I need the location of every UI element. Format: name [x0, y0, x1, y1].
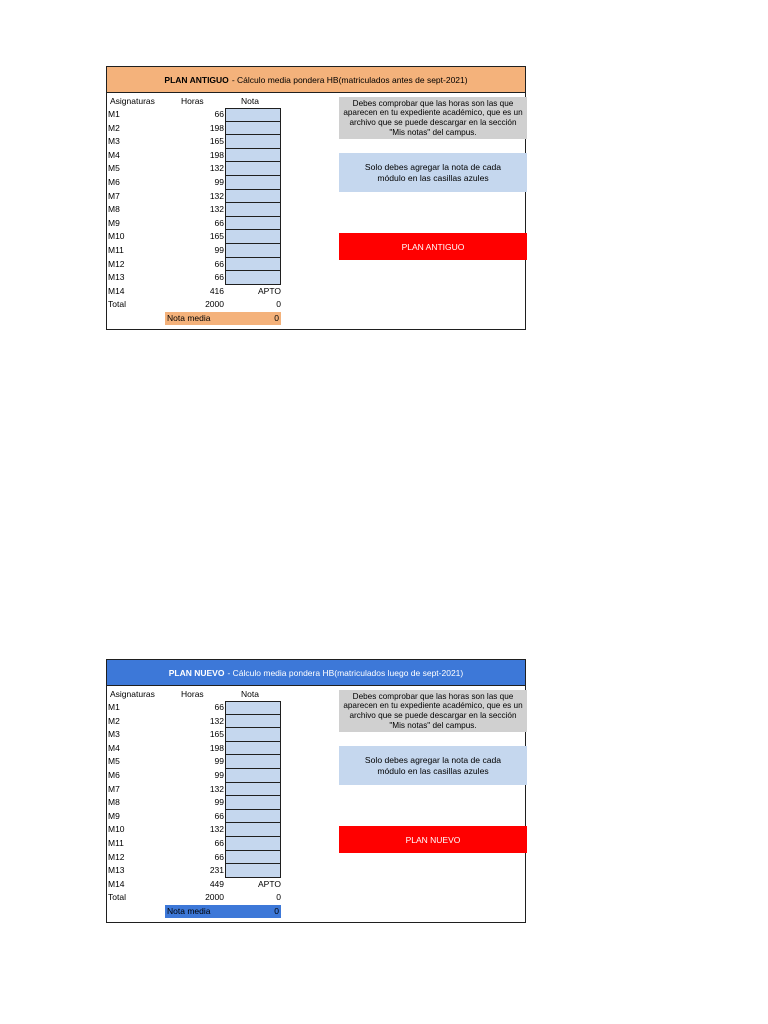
nota-input-cell[interactable] [225, 823, 281, 837]
nota-input-cell[interactable] [225, 810, 281, 824]
row-hours: 66 [214, 109, 224, 119]
row-hours: 231 [209, 865, 224, 876]
row-hours: 66 [214, 217, 224, 228]
row-label: M5 [108, 163, 120, 174]
col-horas: Horas [181, 689, 204, 699]
nota-input-cell[interactable] [225, 162, 281, 176]
info-blue-cells-note [339, 746, 527, 785]
row-hours: 99 [214, 756, 224, 767]
row-label: M7 [108, 783, 120, 794]
plan-nuevo-panel [106, 659, 526, 923]
nota-input-cell[interactable] [225, 864, 281, 878]
nota-total: 0 [276, 299, 281, 310]
row-label: M13 [108, 865, 125, 876]
row-hours: 66 [214, 272, 224, 283]
row-label: M4 [108, 149, 120, 160]
nota-input-cell[interactable] [225, 108, 281, 122]
nota-input-cell[interactable] [225, 701, 281, 715]
nota-m14: APTO [258, 285, 281, 296]
info-hours-text: Debes comprobar que las horas son las que aparecen en tu expediente académico, que es un archivo que se puede descargar en la sección "Mis notas" del campus. [343, 98, 523, 137]
row-hours: 99 [214, 177, 224, 187]
row-label: M13 [108, 272, 125, 283]
row-label: M10 [108, 824, 125, 835]
plan-header-subtitle: - Cálculo media pondera HB(matriculados luego de sept-2021) [227, 667, 464, 678]
info-hours-text: Debes comprobar que las horas son las que aparecen en tu expediente académico, que es un archivo que se puede descargar en la sección "Mis notas" del campus. [343, 691, 523, 730]
row-hours: 99 [214, 770, 224, 780]
nota-input-cell[interactable] [225, 244, 281, 258]
plan-body [107, 93, 525, 329]
row-hours: 132 [209, 783, 224, 794]
nota-input-cell[interactable] [225, 715, 281, 729]
row-hours: 132 [209, 163, 224, 174]
nota-input-cell[interactable] [225, 783, 281, 797]
nota-media-value: 0 [274, 313, 279, 323]
col-asignaturas: Asignaturas [110, 96, 155, 106]
col-asignaturas: Asignaturas [110, 689, 155, 699]
row-hours: 165 [209, 231, 224, 242]
plan-button-label: PLAN ANTIGUO [401, 241, 465, 252]
row-label-m14: M14 [108, 285, 125, 296]
row-label: M1 [108, 109, 120, 119]
row-hours-m14: 416 [209, 285, 224, 296]
row-label: M2 [108, 122, 120, 133]
row-label: M6 [108, 177, 120, 187]
row-hours: 66 [214, 838, 224, 848]
row-hours: 66 [214, 851, 224, 862]
row-label: M9 [108, 810, 120, 821]
row-label: M11 [108, 245, 124, 255]
row-label: M1 [108, 702, 120, 712]
row-hours: 198 [209, 122, 224, 133]
nota-input-cell[interactable] [225, 271, 281, 285]
row-hours: 198 [209, 742, 224, 753]
nota-input-cell[interactable] [225, 258, 281, 272]
nota-media-cell [165, 312, 281, 325]
plan-header-title: PLAN NUEVO [168, 667, 225, 678]
nota-input-cell[interactable] [225, 149, 281, 163]
row-label: M2 [108, 715, 120, 726]
row-label: M8 [108, 204, 120, 215]
nota-input-cell[interactable] [225, 230, 281, 244]
row-label: M11 [108, 838, 124, 848]
row-hours: 165 [209, 729, 224, 740]
plan-header-subtitle: - Cálculo media pondera HB(matriculados antes de sept-2021) [231, 74, 468, 85]
row-label: M8 [108, 797, 120, 808]
nota-input-cell[interactable] [225, 217, 281, 231]
row-label: M6 [108, 770, 120, 780]
info-blue-cells-text: Solo debes agregar la nota de cada módulo en las casillas azules [364, 162, 502, 183]
nota-input-cell[interactable] [225, 755, 281, 769]
plan-button[interactable] [339, 233, 527, 260]
row-hours: 66 [214, 258, 224, 269]
plan-antiguo-panel [106, 66, 526, 330]
row-hours: 198 [209, 149, 224, 160]
col-nota: Nota [241, 689, 259, 699]
row-label: M9 [108, 217, 120, 228]
nota-input-cell[interactable] [225, 176, 281, 190]
row-label: M3 [108, 136, 120, 147]
row-hours-total: 2000 [205, 299, 224, 310]
row-label: M12 [108, 258, 125, 269]
nota-input-cell[interactable] [225, 135, 281, 149]
nota-input-cell[interactable] [225, 851, 281, 865]
nota-total: 0 [276, 892, 281, 903]
row-label: M3 [108, 729, 120, 740]
nota-input-cell[interactable] [225, 203, 281, 217]
nota-input-cell[interactable] [225, 728, 281, 742]
nota-media-label: Nota media [167, 906, 211, 916]
plan-button-label: PLAN NUEVO [405, 834, 461, 845]
plan-header-title: PLAN ANTIGUO [164, 74, 229, 85]
nota-input-cell[interactable] [225, 796, 281, 810]
nota-input-cell[interactable] [225, 742, 281, 756]
info-blue-cells-note [339, 153, 527, 192]
nota-media-label: Nota media [167, 313, 211, 323]
row-label: M10 [108, 231, 125, 242]
plan-body [107, 686, 525, 922]
row-hours: 66 [214, 810, 224, 821]
row-hours: 66 [214, 702, 224, 712]
row-label: M7 [108, 190, 120, 201]
row-label: M12 [108, 851, 125, 862]
row-label: M5 [108, 756, 120, 767]
col-horas: Horas [181, 96, 204, 106]
row-hours: 132 [209, 824, 224, 835]
nota-media-value: 0 [274, 906, 279, 916]
row-hours: 132 [209, 190, 224, 201]
row-hours: 132 [209, 715, 224, 726]
nota-input-cell[interactable] [225, 769, 281, 783]
nota-input-cell[interactable] [225, 122, 281, 136]
nota-media-cell [165, 905, 281, 918]
row-hours: 99 [214, 245, 224, 255]
info-blue-cells-text: Solo debes agregar la nota de cada módulo en las casillas azules [364, 755, 502, 776]
plan-button[interactable] [339, 826, 527, 853]
row-hours: 165 [209, 136, 224, 147]
plan-header [107, 660, 525, 686]
nota-m14: APTO [258, 878, 281, 889]
row-label: M4 [108, 742, 120, 753]
row-label-m14: M14 [108, 878, 125, 889]
info-hours-note [339, 97, 527, 139]
row-label-total: Total [108, 299, 126, 310]
col-nota: Nota [241, 96, 259, 106]
row-hours: 99 [214, 797, 224, 808]
nota-input-cell[interactable] [225, 190, 281, 204]
row-hours-total: 2000 [205, 892, 224, 903]
row-hours-m14: 449 [209, 878, 224, 889]
row-hours: 132 [209, 204, 224, 215]
nota-input-cell[interactable] [225, 837, 281, 851]
row-label-total: Total [108, 892, 126, 903]
info-hours-note [339, 690, 527, 732]
plan-header [107, 67, 525, 93]
